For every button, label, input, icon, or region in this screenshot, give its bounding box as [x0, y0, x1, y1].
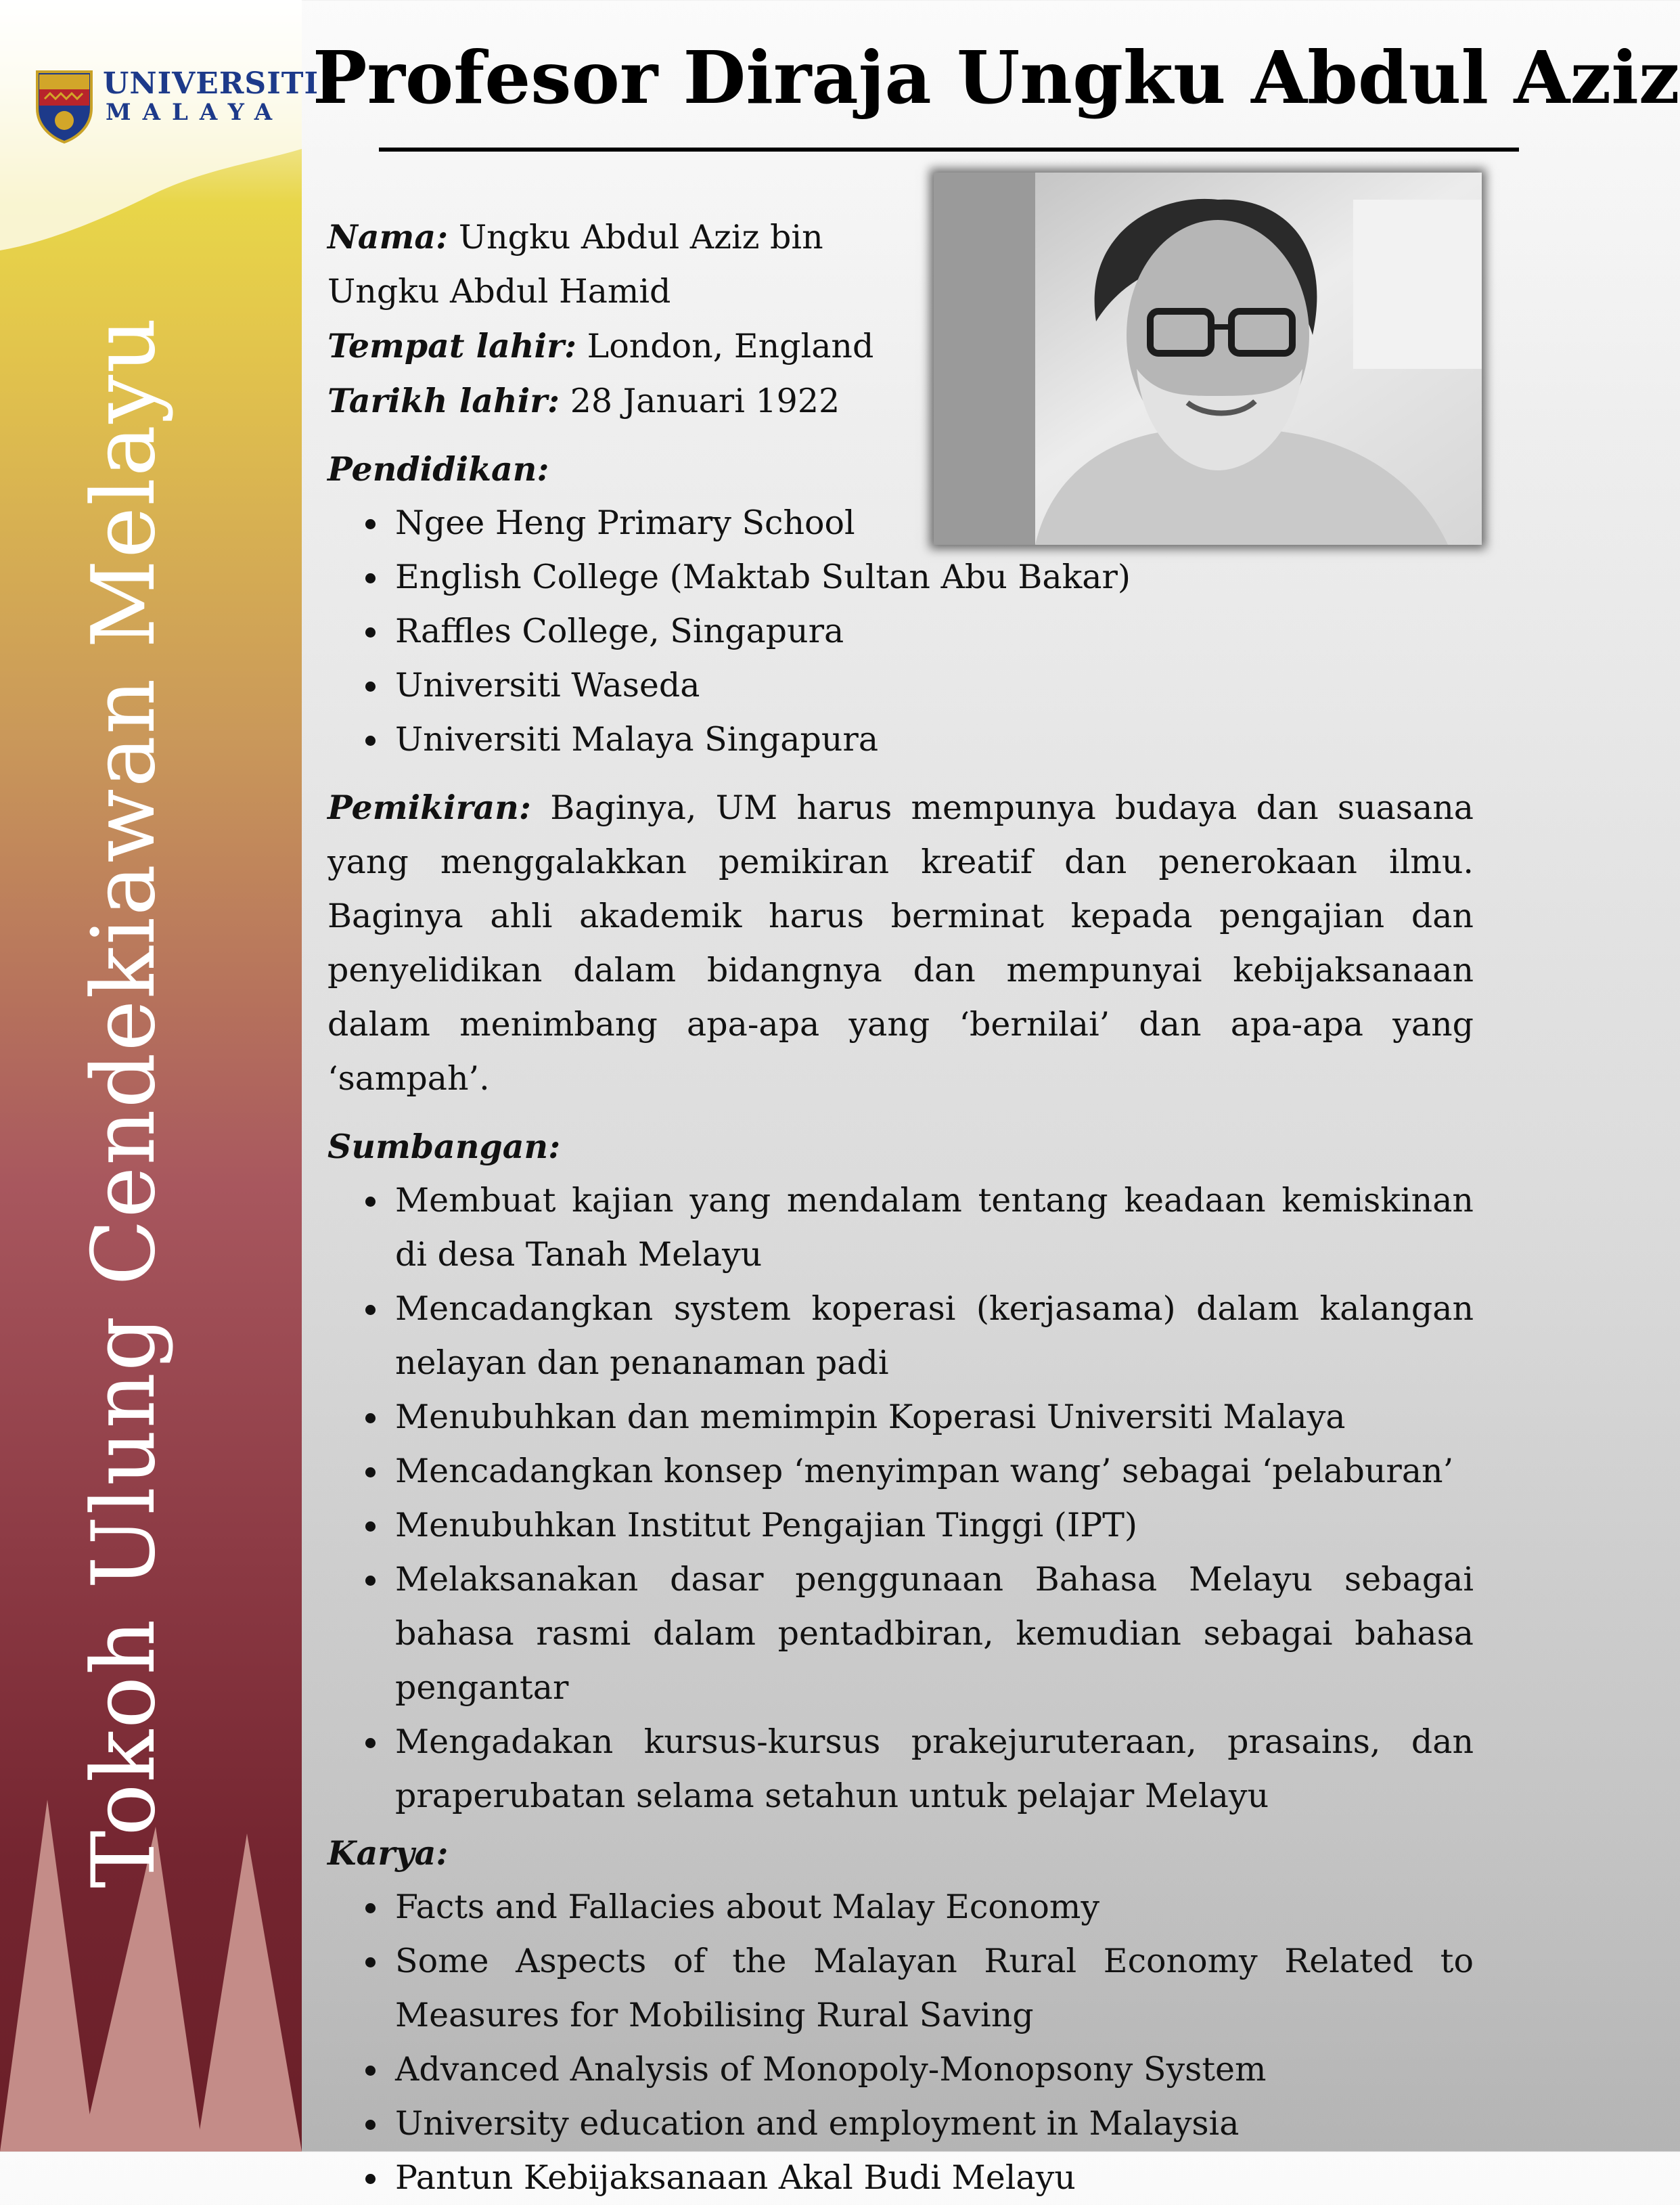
thoughts-paragraph — [327, 780, 1474, 1106]
sidebar-top-wave — [0, 0, 302, 352]
name-line — [327, 210, 1474, 265]
thoughts-text: Baginya, UM harus mempunya budaya dan suasana yang menggalakkan pemikiran kreatif dan penerokaan ilmu. Baginya ahli akademik harus berminat kepada pengajian dan penyelidikan dalam bidangnya dan mempunyai kebijaksanaan dalam menimbang apa-apa yang ‘bernilai’ dan apa-apa yang ‘sampah’. — [327, 788, 1474, 1098]
vertical-title: Tokoh Ulung Cendekiawan Melayu — [74, 316, 175, 1888]
crest-icon — [35, 69, 93, 143]
work-item: University education and employment in Malaysia — [327, 2097, 1474, 2151]
work-item: Facts and Fallacies about Malay Economy — [327, 1880, 1474, 1934]
birthplace-label: Tempat lahir: — [327, 326, 577, 365]
birthplace-line — [327, 319, 1474, 374]
education-item: English College (Maktab Sultan Abu Bakar) — [327, 550, 1474, 604]
birthdate-label: Tarikh lahir: — [327, 381, 560, 420]
contribution-item: Membuat kajian yang mendalam tentang keadaan kemiskinan di desa Tanah Melayu — [327, 1174, 1474, 1282]
education-item: Universiti Waseda — [327, 659, 1474, 713]
title-underline — [379, 148, 1519, 152]
contribution-item: Mencadangkan konsep ‘menyimpan wang’ sebagai ‘pelaburan’ — [327, 1444, 1474, 1498]
contributions-list — [327, 1174, 1474, 1823]
profile-block — [327, 210, 1474, 428]
contribution-item: Melaksanakan dasar penggunaan Bahasa Melayu sebagai bahasa rasmi dalam pentadbiran, kemudian sebagai bahasa pengantar — [327, 1553, 1474, 1715]
education-list — [327, 496, 1474, 767]
contribution-item: Mengadakan kursus-kursus prakejuruteraan, prasains, dan praperubatan selama setahun untuk pelajar Melayu — [327, 1715, 1474, 1823]
sidebar — [0, 0, 302, 2152]
contribution-item: Menubuhkan dan memimpin Koperasi Universiti Malaya — [327, 1390, 1474, 1444]
education-item: Universiti Malaya Singapura — [327, 713, 1474, 767]
birthplace-value: London, England — [587, 327, 874, 365]
birthdate-value: 28 Januari 1922 — [570, 382, 840, 420]
university-logo — [35, 66, 319, 151]
name-label: Nama: — [327, 217, 449, 257]
education-item: Raffles College, Singapura — [327, 604, 1474, 659]
birthdate-line — [327, 374, 1474, 428]
works-list — [327, 1880, 1474, 2205]
page-title: Profesor Diraja Ungku Abdul Aziz — [313, 36, 1680, 120]
work-item: Some Aspects of the Malayan Rural Economy Related to Measures for Mobilising Rural Saving — [327, 1934, 1474, 2043]
thoughts-label: Pemikiran: — [327, 788, 532, 827]
logo-text-malaya: MALAYA — [106, 99, 284, 126]
contributions-heading: Sumbangan: — [327, 1127, 561, 1166]
education-item: Ngee Heng Primary School — [327, 496, 1474, 550]
content — [327, 210, 1474, 2205]
contribution-item: Mencadangkan system koperasi (kerjasama) dalam kalangan nelayan dan penanaman padi — [327, 1282, 1474, 1390]
works-heading: Karya: — [327, 1833, 449, 1873]
contribution-item: Menubuhkan Institut Pengajian Tinggi (IPT) — [327, 1498, 1474, 1553]
name-value-line1: Ungku Abdul Aziz bin — [458, 218, 823, 257]
logo-text-universiti: UNIVERSITI — [103, 66, 319, 101]
work-item: Advanced Analysis of Monopoly-Monopsony System — [327, 2043, 1474, 2097]
education-heading: Pendidikan: — [327, 449, 549, 489]
work-item: Pantun Kebijaksanaan Akal Budi Melayu — [327, 2151, 1474, 2205]
name-value-line2: Ungku Abdul Hamid — [327, 272, 671, 311]
